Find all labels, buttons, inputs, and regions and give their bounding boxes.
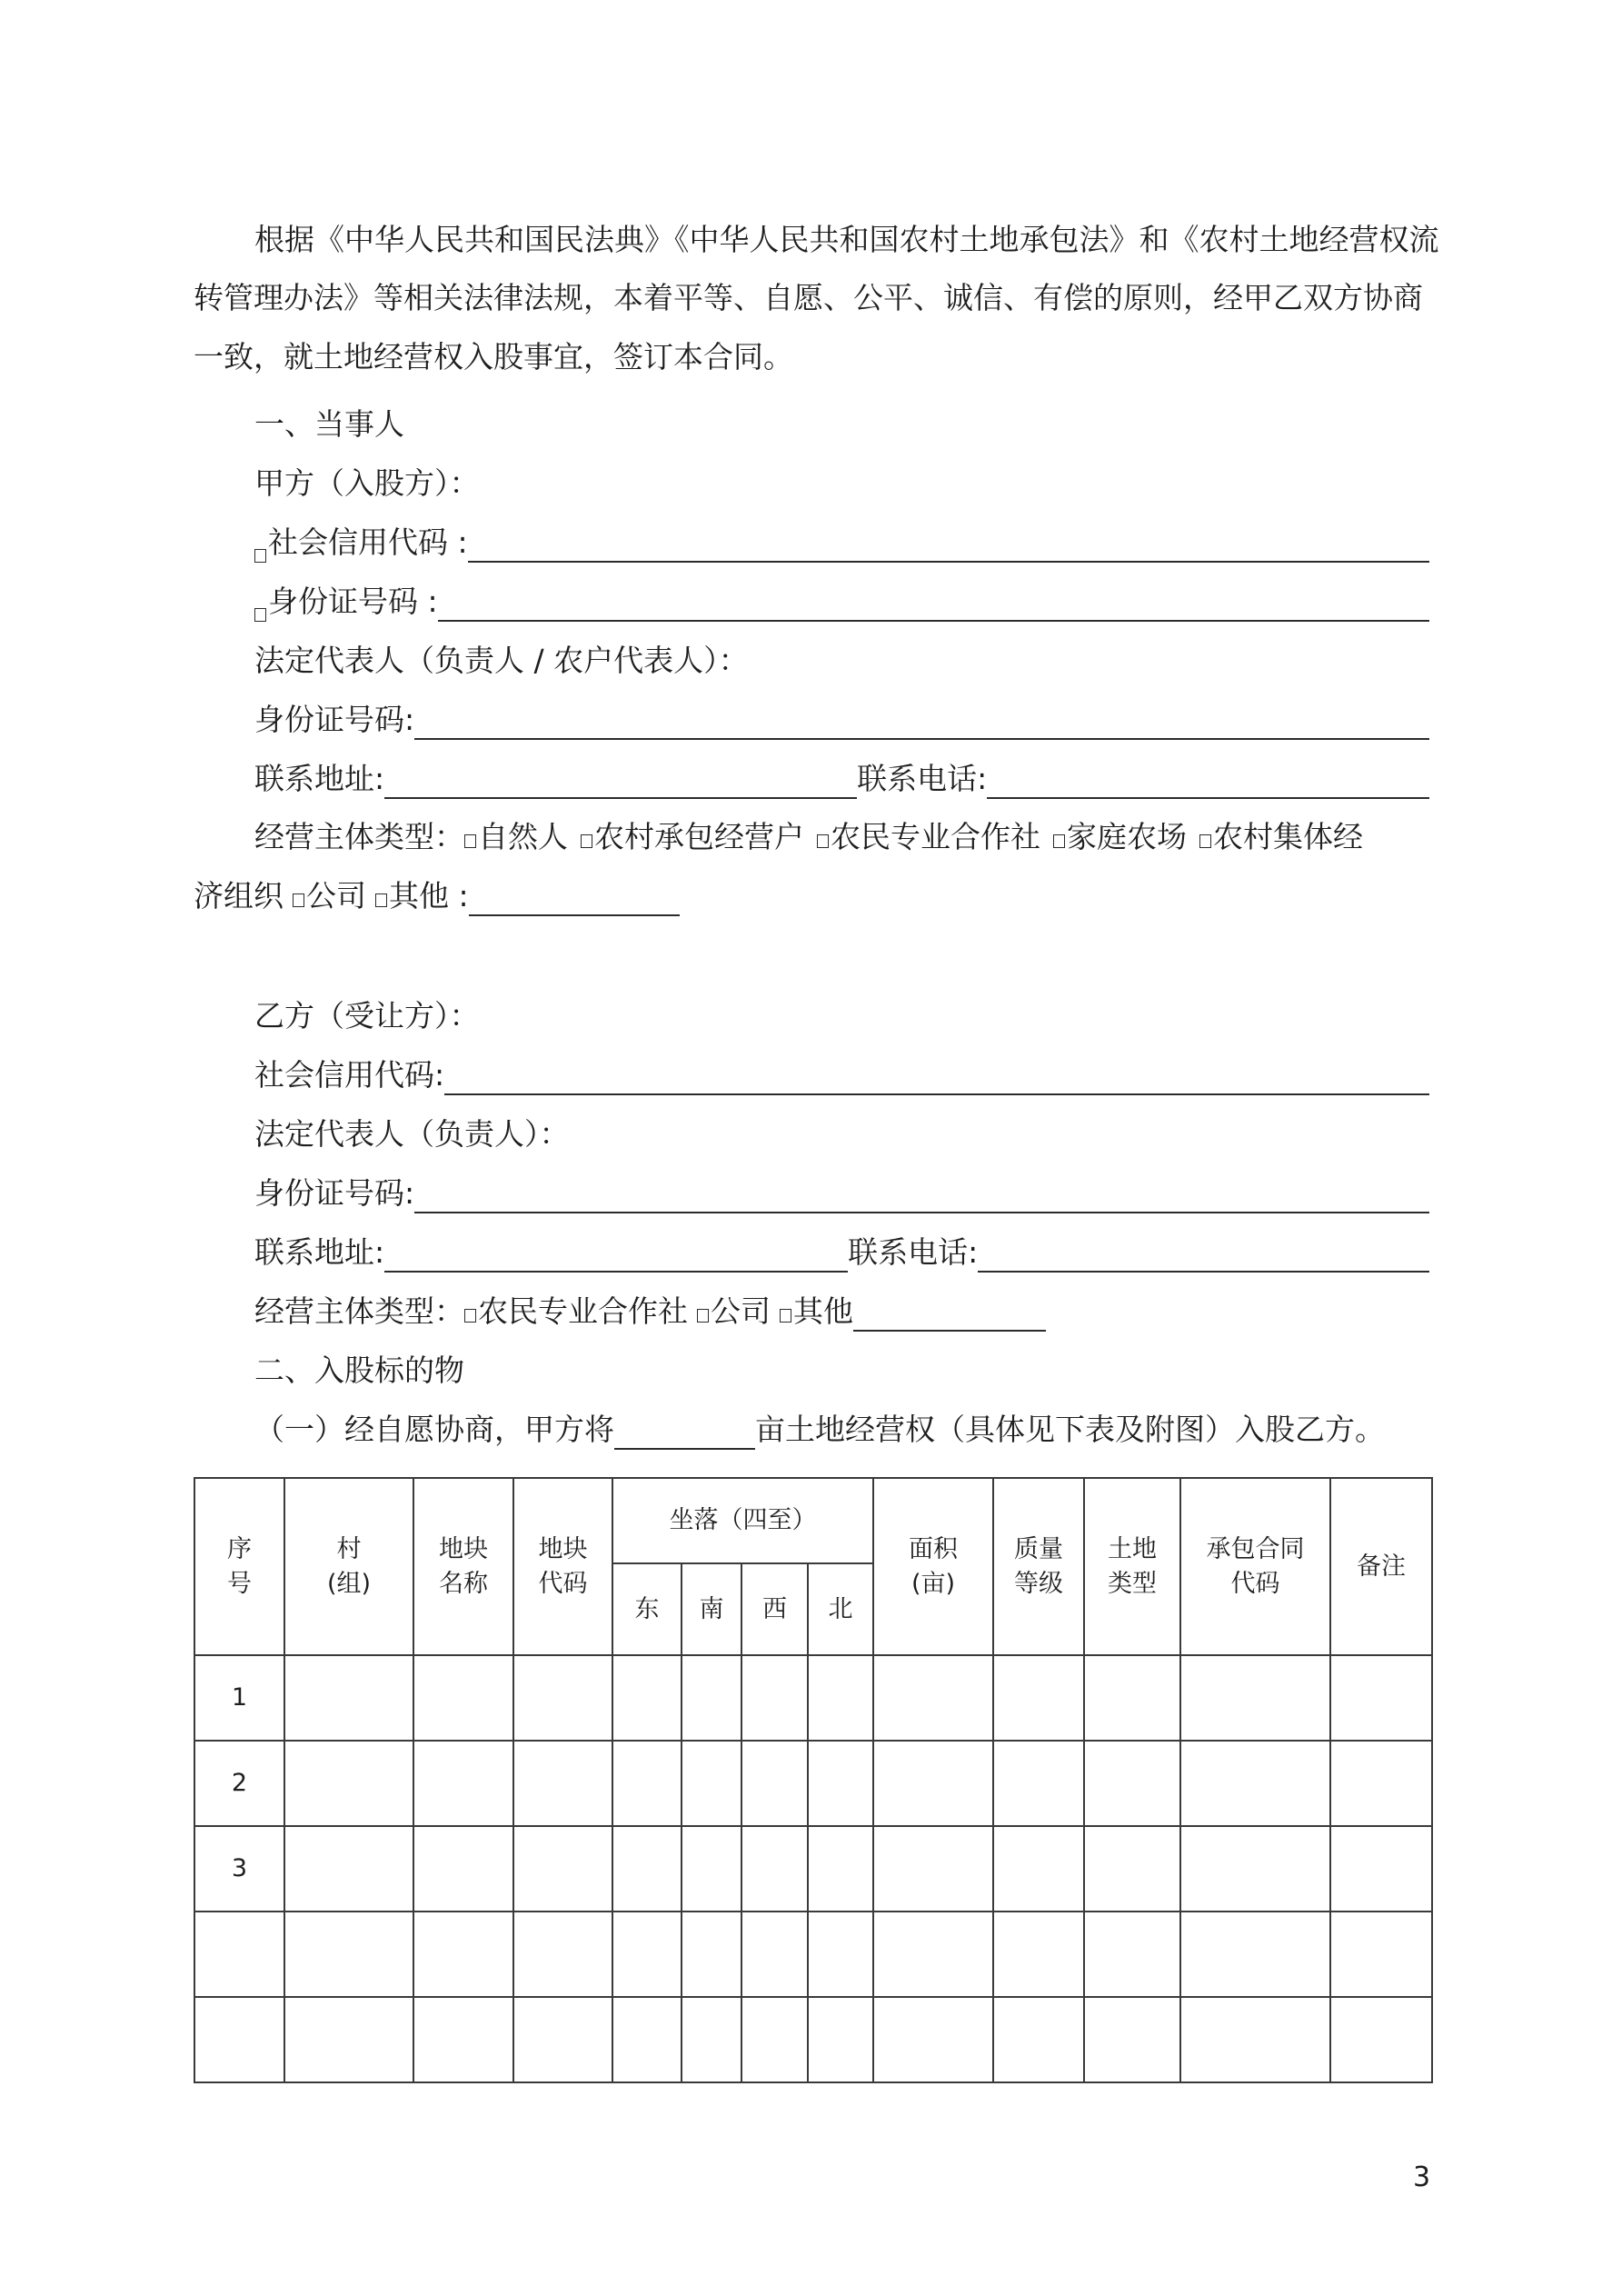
cell-west[interactable] [741, 1741, 808, 1826]
clause-1-row [254, 1410, 1429, 1450]
cell-land-type[interactable] [1084, 1912, 1180, 1997]
cell-north[interactable] [808, 1997, 873, 2082]
table-header-row [194, 1478, 1432, 1563]
clause-1-text-before: （一）经自愿协商，甲方将 [254, 1412, 614, 1447]
cell-quality[interactable] [993, 1741, 1084, 1826]
land-plots-table [194, 1477, 1433, 2083]
entity-option-cooperative[interactable]: 农民专业合作社 [464, 1292, 688, 1332]
cell-remarks[interactable] [1330, 1912, 1432, 1997]
page-number: 3 [1413, 2161, 1431, 2193]
entity-option-collective-cont: 济组织 [194, 878, 284, 913]
party-a-id-label: 身份证号码 : [268, 584, 438, 619]
area-mu-field[interactable] [614, 1415, 755, 1450]
party-b-contact-row [254, 1233, 1429, 1273]
party-b-legal-rep-label: 法定代表人（负责人）： [254, 1116, 570, 1152]
checkbox[interactable] [817, 834, 829, 848]
cell-north[interactable] [808, 1655, 873, 1741]
party-b-other-field[interactable] [853, 1297, 1046, 1332]
party-a-rep-id-row [254, 700, 1429, 740]
party-a-rep-id-field[interactable] [414, 705, 1429, 740]
section-1-title: 一、当事人 [254, 406, 404, 442]
checkbox[interactable] [464, 834, 476, 848]
header-west: 西 [741, 1563, 808, 1655]
header-remarks: 备注 [1330, 1478, 1432, 1655]
checkbox[interactable] [780, 1309, 791, 1323]
cell-plot-name[interactable] [413, 1997, 513, 2082]
party-b-entity-type-row [254, 1292, 1429, 1332]
header-east: 东 [612, 1563, 682, 1655]
table-row [194, 1912, 1432, 1997]
checkbox[interactable] [254, 608, 266, 622]
entity-option-contract-household[interactable]: 农村承包经营户 [581, 819, 804, 854]
party-a-heading: 甲方（入股方）： [254, 465, 480, 501]
entity-option-collective[interactable]: 农村集体经 [1199, 819, 1363, 854]
cell-south[interactable] [682, 1741, 741, 1826]
cell-west[interactable] [741, 1826, 808, 1912]
checkbox[interactable] [464, 1309, 476, 1323]
cell-north[interactable] [808, 1741, 873, 1826]
entity-option-company[interactable]: 公司 [293, 876, 366, 916]
cell-west[interactable] [741, 1997, 808, 2082]
cell-north[interactable] [808, 1912, 873, 1997]
checkbox[interactable] [1053, 834, 1065, 848]
party-b-phone-label: 联系电话: [848, 1234, 979, 1270]
cell-seq [194, 1912, 284, 1997]
party-a-contact-row [254, 759, 1429, 799]
party-a-credit-code-field[interactable] [468, 528, 1429, 563]
party-a-phone-label: 联系电话: [857, 761, 988, 796]
cell-quality[interactable] [993, 1655, 1084, 1741]
cell-land-type[interactable] [1084, 1826, 1180, 1912]
checkbox[interactable] [581, 834, 592, 848]
cell-east[interactable] [612, 1997, 682, 2082]
table-row [194, 1655, 1432, 1741]
entity-option-other[interactable]: 其他 [780, 1292, 853, 1332]
header-plot-name: 地块 名称 [413, 1478, 513, 1655]
header-south: 南 [682, 1563, 741, 1655]
cell-remarks[interactable] [1330, 1741, 1432, 1826]
cell-seq: 2 [194, 1741, 284, 1826]
cell-plot-name[interactable] [413, 1655, 513, 1741]
cell-remarks[interactable] [1330, 1655, 1432, 1741]
cell-seq: 3 [194, 1826, 284, 1912]
header-land-type: 土地 类型 [1084, 1478, 1180, 1655]
party-a-phone-field[interactable] [987, 764, 1429, 799]
cell-quality[interactable] [993, 1912, 1084, 1997]
cell-contract-code[interactable] [1180, 1912, 1330, 1997]
party-b-address-label: 联系地址: [254, 1234, 385, 1270]
cell-east[interactable] [612, 1741, 682, 1826]
cell-contract-code[interactable] [1180, 1655, 1330, 1741]
party-a-address-label: 联系地址: [254, 761, 385, 796]
cell-south[interactable] [682, 1997, 741, 2082]
cell-land-type[interactable] [1084, 1741, 1180, 1826]
table-row [194, 1826, 1432, 1912]
party-b-entity-type-label: 经营主体类型： [254, 1293, 464, 1329]
party-a-credit-code-label: 社会信用代码 : [268, 524, 468, 560]
cell-west[interactable] [741, 1655, 808, 1741]
header-north: 北 [808, 1563, 873, 1655]
cell-contract-code[interactable] [1180, 1826, 1330, 1912]
checkbox[interactable] [1199, 834, 1211, 848]
party-a-id-row [254, 582, 1429, 622]
party-b-phone-field[interactable] [978, 1238, 1429, 1273]
entity-option-other[interactable]: 其他 : [375, 876, 469, 916]
party-a-other-field[interactable] [469, 882, 680, 916]
cell-plot-name[interactable] [413, 1912, 513, 1997]
cell-village[interactable] [284, 1912, 413, 1997]
cell-plot-name[interactable] [413, 1826, 513, 1912]
intro-line-2: 转管理办法》等相关法律法规，本着平等、自愿、公平、诚信、有偿的原则，经甲乙双方协商 [194, 280, 1423, 315]
cell-plot-code[interactable] [513, 1655, 612, 1741]
party-b-credit-code-label: 社会信用代码: [254, 1057, 445, 1093]
party-b-address-field[interactable] [384, 1238, 848, 1273]
entity-option-natural-person[interactable]: 自然人 [464, 819, 568, 854]
header-village: 村 (组) [284, 1478, 413, 1655]
cell-quality[interactable] [993, 1997, 1084, 2082]
table-row [194, 1997, 1432, 2082]
cell-seq: 1 [194, 1655, 284, 1741]
cell-plot-code[interactable] [513, 1997, 612, 2082]
entity-option-family-farm[interactable]: 家庭农场 [1053, 819, 1187, 854]
party-b-rep-id-field[interactable] [414, 1179, 1429, 1213]
cell-plot-code[interactable] [513, 1826, 612, 1912]
cell-south[interactable] [682, 1655, 741, 1741]
cell-land-type[interactable] [1084, 1997, 1180, 2082]
party-a-entity-type-row-2 [194, 876, 1429, 916]
checkbox[interactable] [293, 893, 304, 907]
entity-option-cooperative[interactable]: 农民专业合作社 [817, 819, 1040, 854]
cell-plot-code[interactable] [513, 1912, 612, 1997]
cell-area[interactable] [873, 1655, 993, 1741]
checkbox[interactable] [254, 549, 266, 563]
header-area: 面积 (亩) [873, 1478, 993, 1655]
cell-area[interactable] [873, 1826, 993, 1912]
table-row [194, 1741, 1432, 1826]
cell-plot-name[interactable] [413, 1741, 513, 1826]
cell-south[interactable] [682, 1912, 741, 1997]
cell-north[interactable] [808, 1826, 873, 1912]
intro-line-3: 一致，就土地经营权入股事宜，签订本合同。 [194, 339, 793, 374]
cell-remarks[interactable] [1330, 1997, 1432, 2082]
cell-village[interactable] [284, 1826, 413, 1912]
party-b-credit-code-row [254, 1055, 1429, 1095]
cell-east[interactable] [612, 1912, 682, 1997]
cell-south[interactable] [682, 1826, 741, 1912]
cell-area[interactable] [873, 1741, 993, 1826]
clause-1-text-after: 亩土地经营权（具体见下表及附图）入股乙方。 [755, 1412, 1385, 1447]
cell-area[interactable] [873, 1912, 993, 1997]
checkbox[interactable] [697, 1309, 709, 1323]
party-b-rep-id-row [254, 1173, 1429, 1213]
cell-village[interactable] [284, 1997, 413, 2082]
cell-plot-code[interactable] [513, 1741, 612, 1826]
party-b-rep-id-label: 身份证号码: [254, 1175, 415, 1211]
header-quality: 质量 等级 [993, 1478, 1084, 1655]
cell-east[interactable] [612, 1826, 682, 1912]
cell-seq [194, 1997, 284, 2082]
party-a-id-field[interactable] [438, 587, 1429, 622]
cell-land-type[interactable] [1084, 1655, 1180, 1741]
party-a-legal-rep-label: 法定代表人（负责人 / 农户代表人）： [254, 643, 749, 678]
intro-line-1: 根据《中华人民共和国民法典》《中华人民共和国农村土地承包法》和《农村土地经营权流 [254, 222, 1439, 257]
cell-remarks[interactable] [1330, 1826, 1432, 1912]
cell-quality[interactable] [993, 1826, 1084, 1912]
header-contract-code: 承包合同 代码 [1180, 1478, 1330, 1655]
header-seq: 序 号 [194, 1478, 284, 1655]
entity-option-company[interactable]: 公司 [697, 1292, 771, 1332]
party-b-credit-code-field[interactable] [444, 1061, 1429, 1095]
party-a-credit-code-row [254, 523, 1429, 563]
cell-contract-code[interactable] [1180, 1741, 1330, 1826]
header-location: 坐落（四至） [612, 1478, 873, 1563]
party-a-entity-type-label: 经营主体类型： [254, 819, 464, 854]
checkbox[interactable] [375, 893, 387, 907]
party-a-rep-id-label: 身份证号码: [254, 702, 415, 737]
cell-village[interactable] [284, 1741, 413, 1826]
cell-west[interactable] [741, 1912, 808, 1997]
party-a-address-field[interactable] [384, 764, 857, 799]
header-plot-code: 地块 代码 [513, 1478, 612, 1655]
cell-area[interactable] [873, 1997, 993, 2082]
party-b-heading: 乙方（受让方）： [254, 998, 480, 1033]
cell-east[interactable] [612, 1655, 682, 1741]
cell-contract-code[interactable] [1180, 1997, 1330, 2082]
section-2-title: 二、入股标的物 [254, 1353, 464, 1388]
party-a-entity-type-row [254, 817, 1429, 857]
cell-village[interactable] [284, 1655, 413, 1741]
